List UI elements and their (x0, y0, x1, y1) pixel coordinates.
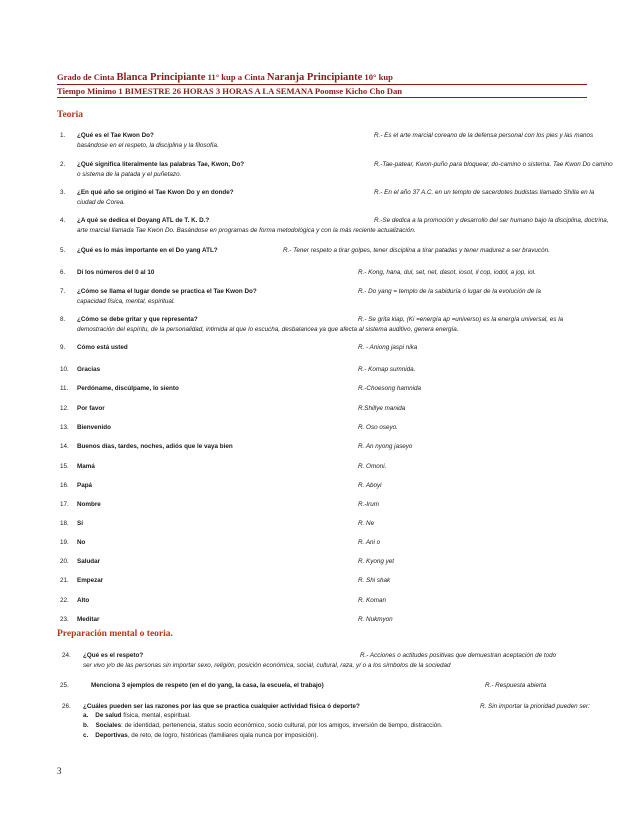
question-text: No (77, 539, 86, 546)
answer-text: R.-Irum (358, 501, 379, 508)
answer-text: R.- Kong, hana, dul, set, net, dasot, iosot, il cop, iodol, a jop, iol. (358, 269, 536, 276)
reason-item (83, 732, 318, 739)
answer-text: R. - Aniong jaspi nika (358, 344, 418, 351)
question-text: Saludar (77, 558, 101, 565)
question-number: 12. (60, 405, 69, 412)
question-number: 1. (60, 132, 66, 139)
reason-item (83, 722, 442, 729)
answer-text: R. Nukmyon (358, 616, 393, 623)
answer-text: R.-Tae-patear, Kwon-puño para bloquear, do-camino o sistema. Tae Kwon Do camino (374, 161, 613, 168)
answer-text: R.- Acciones o actitudes positivas que demuestran aceptación de todo (360, 652, 557, 659)
question-number: 6. (60, 269, 66, 276)
question-text: ¿Qué significa literalmente las palabras Tae, Kwon, Do? (77, 161, 245, 168)
answer-text: R. Kyong yet (358, 558, 395, 565)
question-number: 19. (60, 539, 69, 546)
question-text: Bienvenido (77, 424, 111, 431)
question-text: Di los números del 0 al 10 (77, 269, 155, 276)
answer-text: R.Shillye manida (358, 405, 406, 412)
prep-title: Preparación mental o teoria. (57, 629, 173, 639)
answer-text: R. Omoni. (358, 463, 387, 470)
question-number: 14. (60, 443, 69, 450)
question-text: ¿Qué es el Tae Kwon Do? (77, 132, 154, 139)
question-number: 9. (60, 344, 66, 351)
answer-text: R. An nyong jaseyo (358, 443, 413, 450)
question-number: 22. (60, 597, 69, 604)
reason-text: , de reto, de logro, históricas (familiares ojala nunca por imposición). (127, 732, 319, 739)
page-number: 3 (57, 766, 62, 776)
reason-letter: b. (83, 722, 89, 729)
question-number: 8. (60, 316, 66, 323)
answer-text: R.- Komap sumnida. (358, 366, 416, 373)
answer-text: R. Shi shak (358, 577, 391, 584)
question-number: 15. (60, 463, 69, 470)
answer-continuation: arte marcial llamada Tae Kwon Do. Basándose en programas de forma metodológica y con la más reciente actualización. (77, 227, 416, 234)
answer-text: R. Sin importar la prioridad pueden ser: (480, 703, 590, 710)
reason-label: De salud (95, 712, 122, 719)
question-number: 3. (60, 189, 66, 196)
answer-continuation: basándose en el respeto, la disciplina y la filosofía. (77, 142, 219, 149)
question-text: ¿Cuáles pueden ser las razones por las que se practica cualquier actividad física ó deporte? (83, 703, 360, 710)
answer-text: R.-Choesong hamnida (358, 385, 422, 392)
reason-text: física, mental, espiritual. (121, 712, 191, 719)
question-number: 7. (60, 288, 66, 295)
answer-continuation: demostración del espíritu, de la personalidad, intimida al que lo escucha, desbalancea ya que afecta al sistema auditivo, genera energía. (77, 326, 459, 333)
question-number: 11. (60, 385, 69, 392)
time-header: Tiempo Minimo 1 BIMESTRE 26 HORAS 3 HORAS A LA SEMANA Poomse Kicho Cho Dan (57, 86, 403, 96)
question-text: ¿En qué año se originó el Tae Kwon Do y en donde? (77, 189, 234, 196)
question-number: 26. (62, 703, 71, 710)
answer-continuation: capacidad física, mental, espiritual. (77, 298, 176, 305)
question-text: ¿A qué se dedica el Doyang ATL de T. K. D.? (77, 217, 210, 224)
reason-text: : de identidad, pertenencia, status socio económico, socio cultural, por los amigos, inversión de tiempo, distracción. (121, 722, 443, 729)
answer-text: R.-Se dedica a la promoción y desarrollo del ser humano bajo la disciplina, doctrina, (374, 217, 609, 224)
question-number: 4. (60, 217, 66, 224)
question-text: Cómo está usted (77, 344, 128, 351)
answer-continuation: ciudad de Corea. (77, 199, 125, 206)
question-text: ¿Qué es el respeto? (83, 652, 144, 659)
question-text: Por favor (77, 405, 105, 412)
reason-item (83, 712, 191, 719)
question-number: 10. (60, 366, 69, 373)
reason-letter: a. (83, 712, 89, 719)
question-number: 21. (60, 577, 69, 584)
question-text: ¿Cómo se debe gritar y que representa? (77, 316, 198, 323)
question-number: 13. (60, 424, 69, 431)
answer-text: R.- Se grita kiap, (Ki =energía ap =universo) es la energía universal, es la (358, 316, 564, 323)
answer-continuation: ser vivo y/o de las personas sin importar sexo, religión, posición económica, social, cultural, raza, y/ o a los símbolos de la sociedad (83, 662, 451, 669)
answer-text: R. Aboyi (358, 482, 382, 489)
question-number: 5. (60, 247, 66, 254)
answer-text: R. Ani o (358, 539, 381, 546)
question-text: Gracias (77, 366, 101, 373)
reason-label: Deportivas (95, 732, 128, 739)
header-divider-2 (57, 97, 587, 98)
teoria-title: Teoria (57, 110, 84, 120)
answer-text: R.- En el año 37 A.C. en un templo de sacerdotes budistas llamado Shilla en la (374, 189, 595, 196)
question-number: 17. (60, 501, 69, 508)
reason-letter: c. (83, 732, 89, 739)
reason-label: Sociales (95, 722, 122, 729)
grade-header: Grado de Cinta Blanca Principiante 11° kup a Cinta Naranja Principiante 10° kup (57, 72, 393, 83)
question-text: Meditar (77, 616, 100, 623)
question-number: 24. (62, 652, 71, 659)
question-text: Sí (77, 520, 83, 527)
question-text: Empezar (77, 577, 104, 584)
question-text: Buenos días, tardes, noches, adiós que le vaya bien (77, 443, 233, 450)
question-number: 18. (60, 520, 69, 527)
question-text: Perdóname, discúlpame, lo siento (77, 385, 179, 392)
answer-text: R.- Respuesta abierta (485, 682, 547, 689)
answer-text: R.- Tener respeto a tirar golpes, tener disciplina a tirar patadas y tener madurez a ser bravucón. (283, 247, 550, 254)
question-text: Nombre (77, 501, 101, 508)
question-number: 16. (60, 482, 69, 489)
answer-text: R. Ne (358, 520, 375, 527)
question-text: Alto (77, 597, 90, 604)
question-text: Mamá (77, 463, 95, 470)
answer-text: R. Oso oseyo. (358, 424, 398, 431)
question-text: ¿Qué es lo más importante en el Do yang ATL? (77, 247, 218, 254)
answer-text: R. Koman (358, 597, 386, 604)
question-number: 25. (60, 682, 69, 689)
question-text: Papá (77, 482, 93, 489)
question-number: 23. (60, 616, 69, 623)
answer-continuation: o sistema de la patada y el puñetazo. (77, 171, 182, 178)
question-number: 2. (60, 161, 66, 168)
header-divider (57, 84, 587, 85)
answer-text: R.- Do yang = templo de la sabiduría ó lugar de la evolución de la (358, 288, 541, 295)
question-text: ¿Cómo se llama el lugar donde se practica el Tae Kwon Do? (77, 288, 257, 295)
question-number: 20. (60, 558, 69, 565)
answer-text: R.- Es el arte marcial coreano de la defensa personal con los pies y las manos (374, 132, 594, 139)
question-text: Menciona 3 ejemplos de respeto (en el do yang, la casa, la escuela, el trabajo) (91, 682, 324, 689)
